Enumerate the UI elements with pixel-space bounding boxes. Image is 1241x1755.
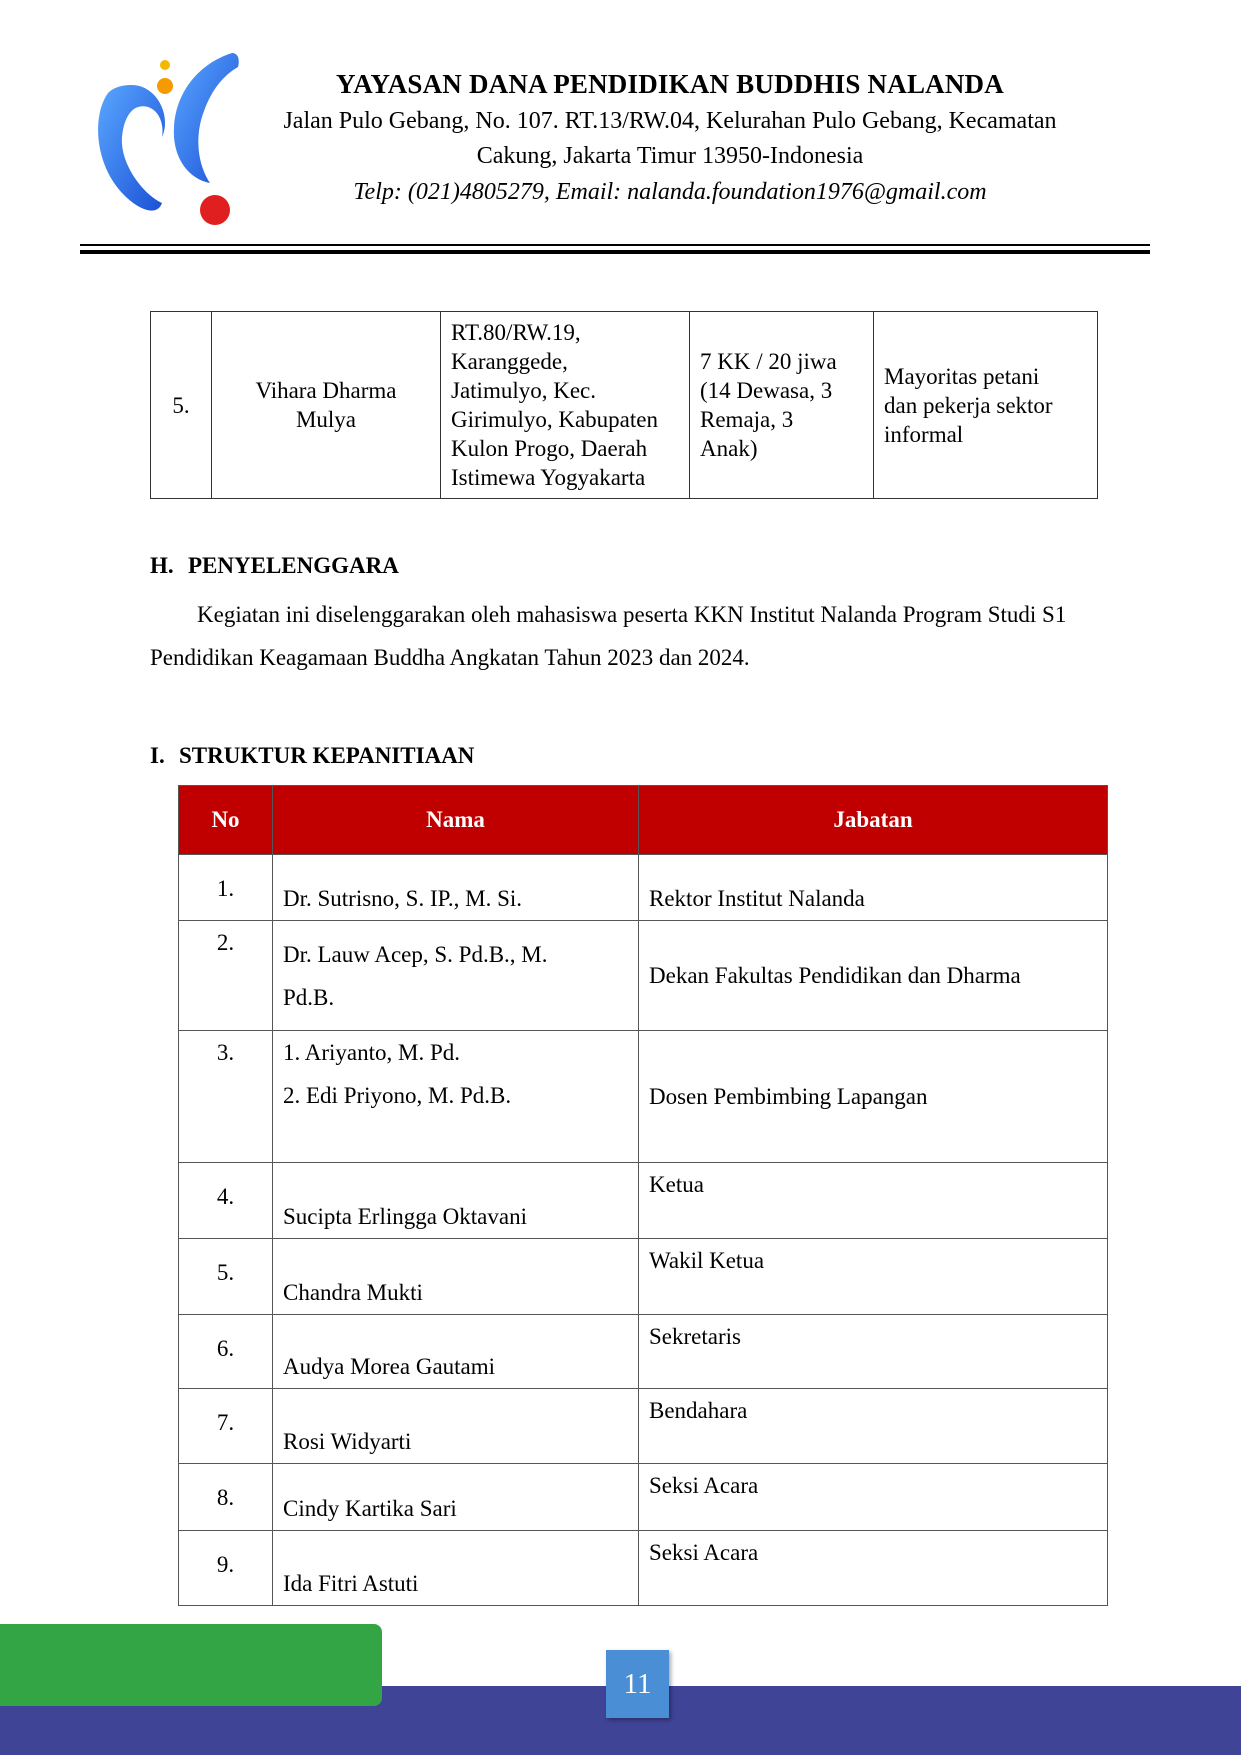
cell-jabatan: Wakil Ketua	[639, 1239, 1108, 1315]
cell-nama: Cindy Kartika Sari	[273, 1464, 639, 1531]
nama-line: Pd.B.	[283, 984, 335, 1010]
table-row	[179, 855, 1108, 921]
section-letter: I.	[150, 743, 165, 768]
header-divider-thin	[80, 244, 1150, 246]
cell-no: 5.	[179, 1239, 273, 1315]
cell-no: 2.	[179, 921, 273, 1031]
cell-no: 6.	[179, 1315, 273, 1389]
section-letter: H.	[150, 553, 174, 578]
cell-no: 9.	[179, 1531, 273, 1606]
table-row	[151, 312, 1098, 499]
cell-nama: Ida Fitri Astuti	[273, 1531, 639, 1606]
cell-nama	[273, 1031, 639, 1163]
population-line: Anak)	[700, 436, 758, 461]
table-row	[179, 1031, 1108, 1163]
nama-line: 1. Ariyanto, M. Pd.	[283, 1040, 460, 1065]
cell-nama: Chandra Mukti	[273, 1239, 639, 1315]
org-name: YAYASAN DANA PENDIDIKAN BUDDHIS NALANDA	[336, 69, 1004, 99]
table-row	[179, 1531, 1108, 1606]
location-line: Karanggede,	[451, 349, 568, 374]
committee-table	[178, 785, 1108, 1606]
table-row	[179, 1389, 1108, 1464]
table-row	[179, 1464, 1108, 1531]
location-line: RT.80/RW.19,	[451, 320, 581, 345]
table-row	[179, 1315, 1108, 1389]
nalanda-foundation-logo	[90, 45, 250, 230]
table-row	[179, 1239, 1108, 1315]
cell-jabatan: Dekan Fakultas Pendidikan dan Dharma	[639, 921, 1108, 1031]
cell-jabatan: Sekretaris	[639, 1315, 1108, 1389]
occupation	[874, 312, 1098, 499]
cell-no: 4.	[179, 1163, 273, 1239]
population-line: (14 Dewasa, 3	[700, 378, 833, 403]
paragraph-text: Kegiatan ini diselenggarakan oleh mahasiswa peserta KKN Institut Nalanda Program Studi S1 Pendidikan Keagamaan Buddha Angkatan Tahun 2023 dan 2024.	[150, 602, 1067, 670]
section-i-heading	[150, 743, 474, 769]
cell-no: 7.	[179, 1389, 273, 1464]
table-row	[179, 1163, 1108, 1239]
cell-jabatan: Bendahara	[639, 1389, 1108, 1464]
location-line: Jatimulyo, Kec.	[451, 378, 596, 403]
cell-jabatan: Seksi Acara	[639, 1531, 1108, 1606]
cell-jabatan: Dosen Pembimbing Lapangan	[639, 1031, 1108, 1163]
cell-nama: Dr. Sutrisno, S. IP., M. Si.	[273, 855, 639, 921]
row-number: 5.	[151, 312, 212, 499]
section-h-heading	[150, 553, 399, 579]
table-row	[179, 921, 1108, 1031]
cell-no: 3.	[179, 1031, 273, 1163]
section-title: STRUKTUR KEPANITIAAN	[179, 743, 475, 768]
vihara-location	[441, 312, 690, 499]
cell-no: 8.	[179, 1464, 273, 1531]
cell-jabatan: Seksi Acara	[639, 1464, 1108, 1531]
population-line: Remaja, 3	[700, 407, 794, 432]
section-h-paragraph	[150, 593, 1090, 679]
footer-green-band	[0, 1624, 382, 1706]
occupation-line: dan pekerja sektor	[884, 392, 1053, 418]
cell-nama: Audya Morea Gautami	[273, 1315, 639, 1389]
cell-jabatan: Ketua	[639, 1163, 1108, 1239]
cell-no: 1.	[179, 855, 273, 921]
table-header-row	[179, 786, 1108, 855]
population-line: 7 KK / 20 jiwa	[700, 349, 837, 374]
vihara-name-line: Mulya	[295, 407, 357, 432]
letterhead	[250, 64, 1090, 210]
cell-nama	[273, 921, 639, 1031]
location-table	[150, 311, 1098, 499]
page-number-badge: 11	[606, 1650, 669, 1718]
population	[690, 312, 874, 499]
col-header-no: No	[179, 786, 273, 855]
col-header-jabatan: Jabatan	[639, 786, 1108, 855]
cell-nama: Rosi Widyarti	[273, 1389, 639, 1464]
vihara-name	[212, 312, 441, 499]
col-header-nama: Nama	[273, 786, 639, 855]
occupation-line: informal	[884, 421, 964, 447]
contact-line: Telp: (021)4805279, Email: nalanda.foundation1976@gmail.com	[353, 179, 987, 205]
address-line-2: Cakung, Jakarta Timur 13950-Indonesia	[476, 143, 864, 169]
location-line: Girimulyo, Kabupaten	[451, 407, 658, 432]
cell-nama: Sucipta Erlingga Oktavani	[273, 1163, 639, 1239]
section-title: PENYELENGGARA	[188, 553, 399, 578]
address-line-1: Jalan Pulo Gebang, No. 107. RT.13/RW.04, Kelurahan Pulo Gebang, Kecamatan	[283, 108, 1057, 134]
location-line: Istimewa Yogyakarta	[451, 465, 646, 490]
cell-jabatan: Rektor Institut Nalanda	[639, 855, 1108, 921]
vihara-name-line: Vihara Dharma	[255, 378, 397, 403]
header-divider-thick	[80, 250, 1150, 254]
nama-line: 2. Edi Priyono, M. Pd.B.	[283, 1083, 512, 1108]
location-line: Kulon Progo, Daerah	[451, 436, 648, 461]
nama-line: Dr. Lauw Acep, S. Pd.B., M.	[283, 941, 548, 967]
occupation-line: Mayoritas petani	[884, 363, 1040, 389]
